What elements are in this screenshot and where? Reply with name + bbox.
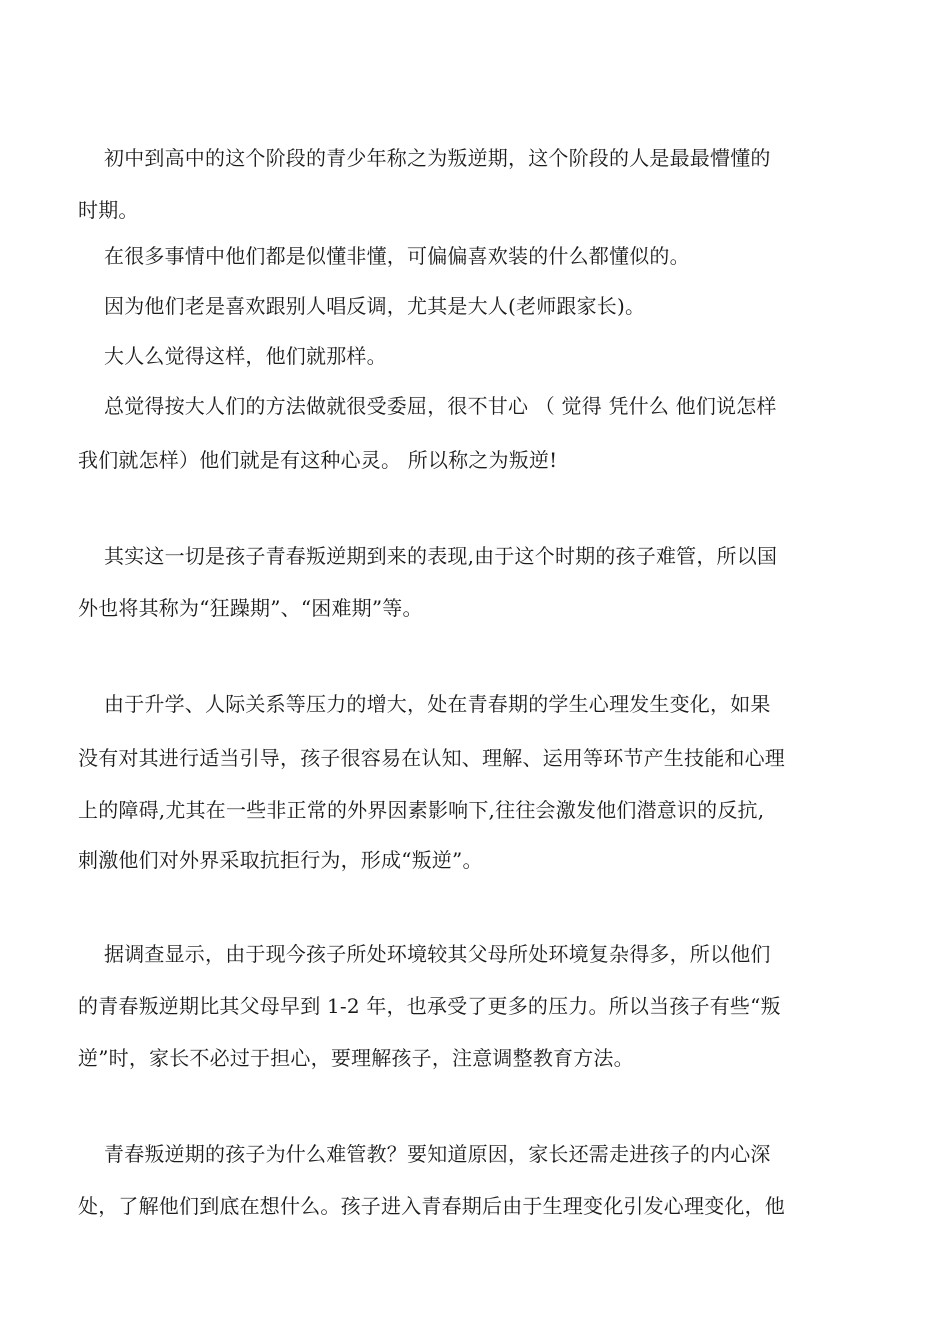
text-line: 上的障碍,尤其在一些非正常的外界因素影响下,往往会激发他们潜意识的反抗,: [78, 798, 765, 822]
text-line: 大人么觉得这样，他们就那样。: [104, 344, 387, 368]
text-line: 外也将其称为“狂躁期”、“困难期”等。: [78, 596, 423, 620]
text-line: 时期。: [78, 198, 139, 222]
text-line: 在很多事情中他们都是似懂非懂，可偏偏喜欢装的什么都懂似的。: [104, 244, 690, 268]
text-line: 其实这一切是孩子青春叛逆期到来的表现,由于这个时期的孩子难管，所以国: [104, 544, 778, 568]
text-line: 据调查显示，由于现今孩子所处环境较其父母所处环境复杂得多，所以他们: [104, 942, 771, 966]
text-line: 的青春叛逆期比其父母早到 1-2 年，也承受了更多的压力。所以当孩子有些“叛: [78, 994, 781, 1018]
text-line: 逆”时，家长不必过于担心，要理解孩子，注意调整教育方法。: [78, 1046, 634, 1070]
text-line: 因为他们老是喜欢跟别人唱反调，尤其是大人(老师跟家长)。: [104, 294, 646, 318]
text-line: 我们就怎样）他们就是有这种心灵。 所以称之为叛逆!: [78, 448, 558, 472]
text-line: 初中到高中的这个阶段的青少年称之为叛逆期，这个阶段的人是最最懵懂的: [104, 146, 771, 170]
text-line: 由于升学、人际关系等压力的增大，处在青春期的学生心理发生变化，如果: [104, 692, 771, 716]
text-line: 青春叛逆期的孩子为什么难管教？要知道原因，家长还需走进孩子的内心深: [104, 1142, 771, 1166]
text-line: 没有对其进行适当引导，孩子很容易在认知、理解、运用等环节产生技能和心理: [78, 746, 785, 770]
text-line: 处，了解他们到底在想什么。孩子进入青春期后由于生理变化引发心理变化，他: [78, 1194, 785, 1218]
text-line: 刺激他们对外界采取抗拒行为，形成“叛逆”。: [78, 848, 483, 872]
text-line: 总觉得按大人们的方法做就很受委屈，很不甘心 （ 觉得 凭什么 他们说怎样: [104, 394, 777, 418]
